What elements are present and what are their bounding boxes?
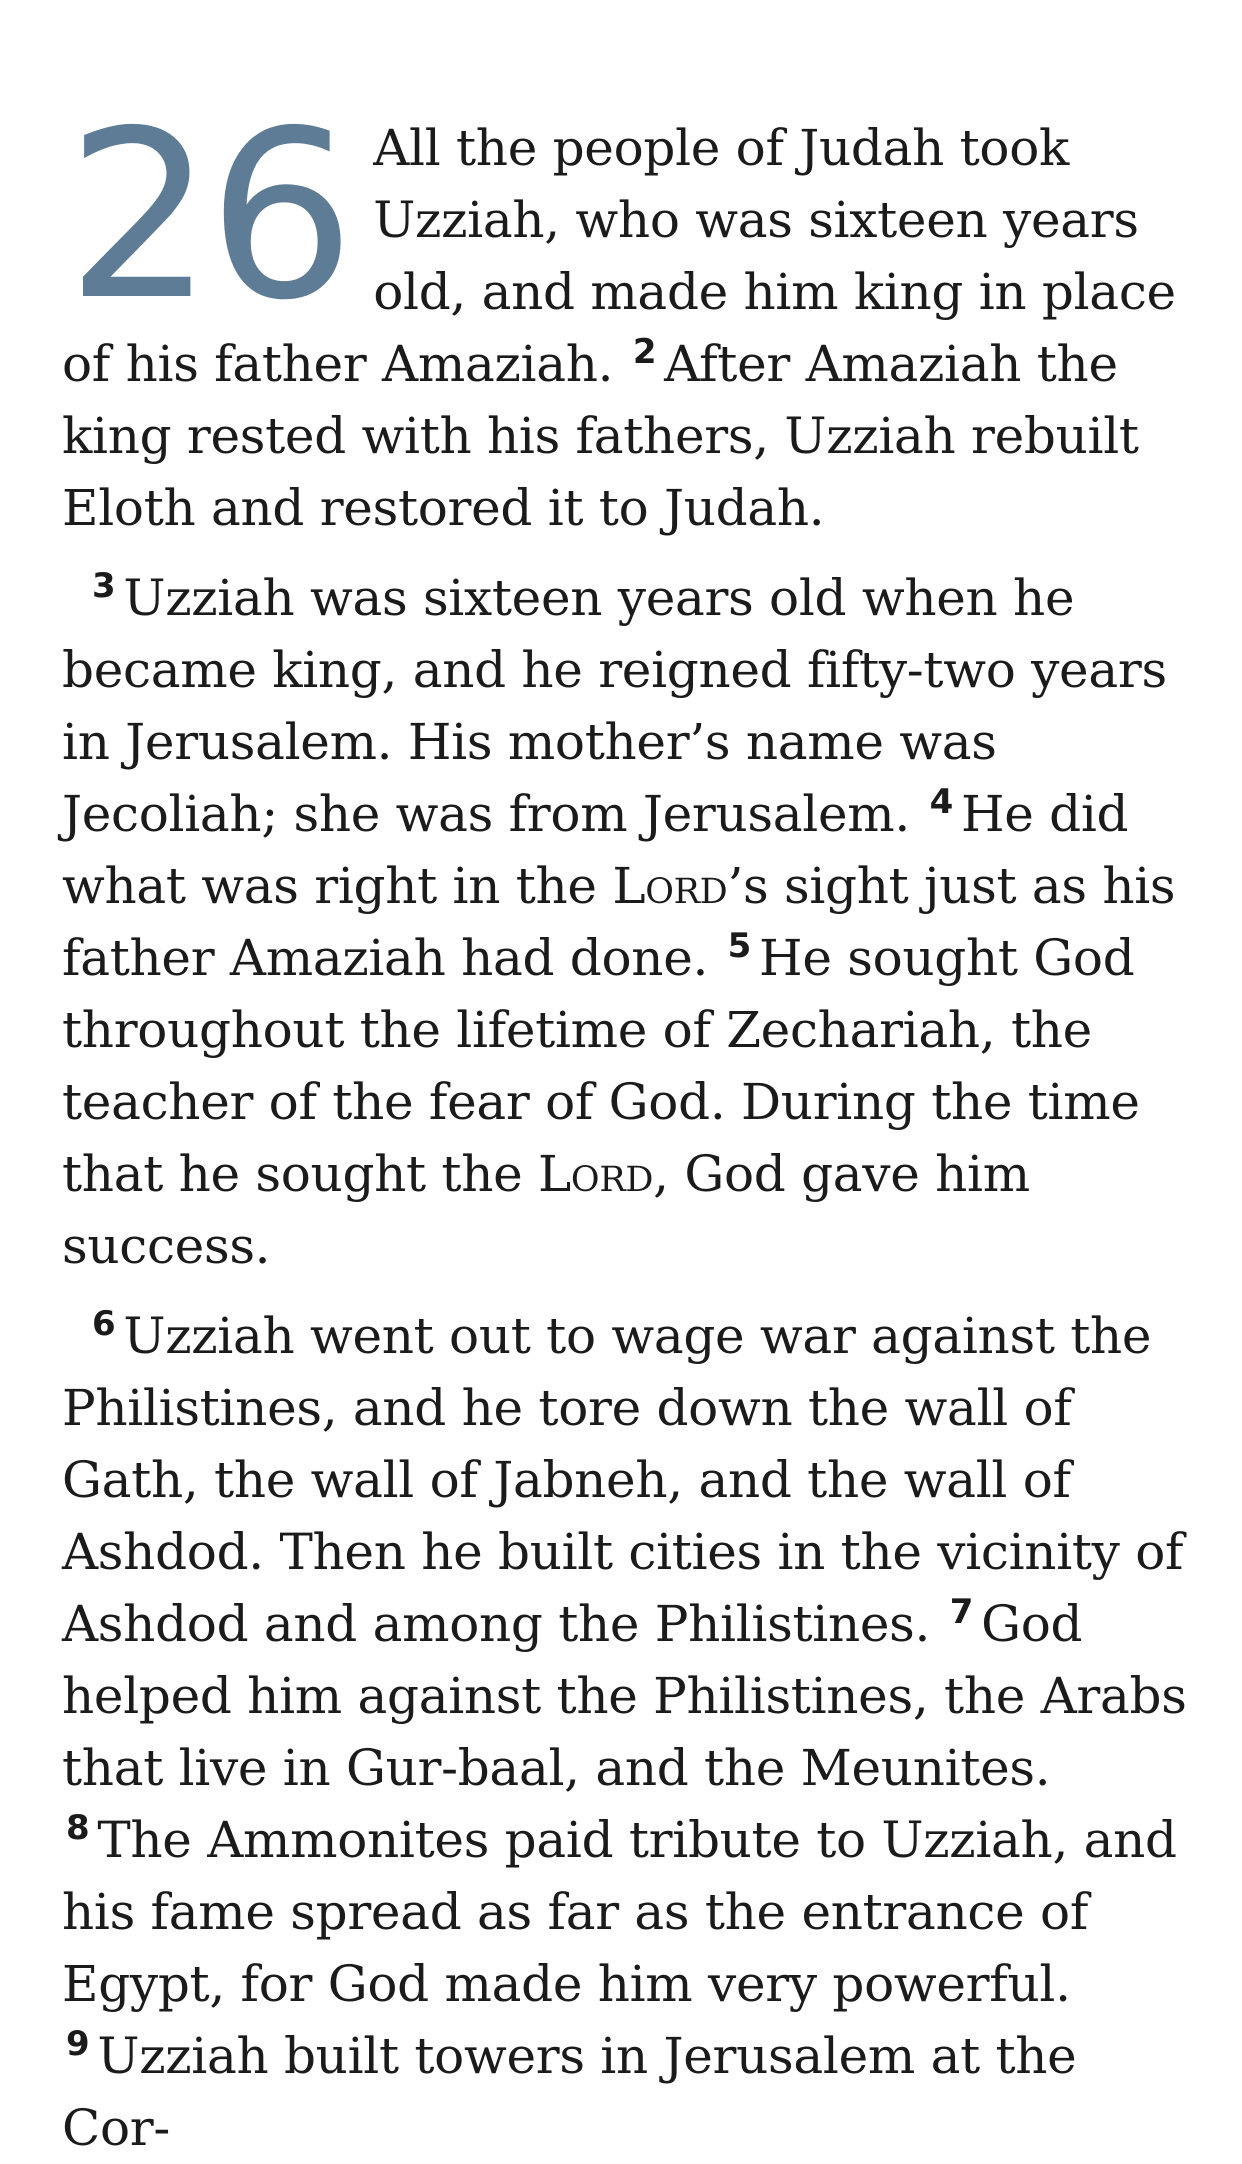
verse-number-3: 3 [92, 566, 116, 606]
paragraph-1 [62, 81, 1190, 544]
verse-number-2: 2 [632, 332, 657, 372]
paragraph-2 [62, 562, 1190, 1282]
lord-smallcaps: Lord [538, 1145, 654, 1203]
verse-text: All the people of Judah took Uzziah, who was sixteen years old, and made him king in place of his father Amaziah. [62, 119, 1176, 393]
verse-text: After Amaziah the king rested with his fathers, Uzziah rebuilt Eloth and restored it to Judah. [62, 335, 1139, 537]
verse-text: , God gave him success. [62, 1145, 1030, 1275]
verse-number-6: 6 [92, 1304, 116, 1344]
verse-text: ’s sight just as his father Amaziah had done. [62, 857, 1176, 987]
verse-number-7: 7 [949, 1592, 974, 1632]
verse-number-4: 4 [929, 782, 953, 822]
verse-number-9: 9 [66, 2024, 90, 2064]
lord-smallcaps: Lord [612, 857, 728, 915]
verse-text: He did what was right in the [62, 785, 1129, 915]
paragraph-3 [62, 1300, 1190, 2164]
verse-text: The Ammonites paid tribute to Uzziah, and his fame spread as far as the entrance of Egypt, for God made him very powerful. [62, 1811, 1177, 2013]
verse-number-5: 5 [727, 926, 752, 966]
verse-text: Uzziah went out to wage war against the Philistines, and he tore down the wall of Gath, the wall of Jabneh, and the wall of Ashdod. Then he built cities in the vicinity of Ashdod and among the Philistines. [62, 1307, 1184, 1653]
verse-number-8: 8 [66, 1808, 90, 1848]
verse-text: Uzziah built towers in Jerusalem at the Cor- [62, 2027, 1077, 2157]
scripture-page [62, 81, 1190, 2164]
verse-text: God helped him against the Philistines, the Arabs that live in Gur-baal, and the Meunites. [62, 1595, 1187, 1797]
verse-text: Uzziah was sixteen years old when he became king, and he reigned fifty-two years in Jerusalem. His mother’s name was Jecoliah; she was from Jerusalem. [62, 569, 1167, 843]
verse-text: He sought God throughout the lifetime of Zechariah, the teacher of the fear of God. During the time that he sought the [62, 929, 1140, 1203]
chapter-number: 26 [66, 81, 350, 351]
